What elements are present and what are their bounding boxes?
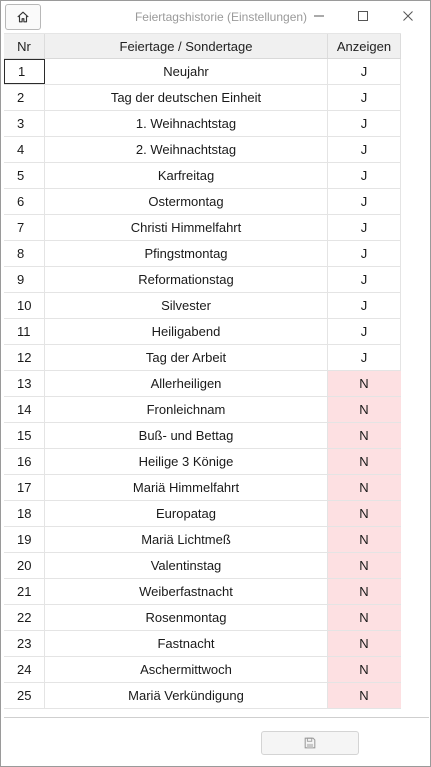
cell-nr[interactable]: 7 [4, 215, 45, 240]
save-icon [303, 736, 317, 750]
cell-name[interactable]: Heilige 3 Könige [45, 449, 328, 474]
table-row[interactable] [4, 85, 401, 111]
minimize-icon [313, 10, 325, 22]
column-header-name[interactable]: Feiertage / Sondertage [45, 34, 328, 58]
cell-name[interactable]: Tag der Arbeit [45, 345, 328, 370]
cell-name[interactable]: Reformationstag [45, 267, 328, 292]
cell-name[interactable]: 2. Weihnachtstag [45, 137, 328, 162]
cell-name[interactable]: Weiberfastnacht [45, 579, 328, 604]
cell-name[interactable]: Fronleichnam [45, 397, 328, 422]
table-row[interactable] [4, 163, 401, 189]
cell-show[interactable]: N [328, 423, 401, 448]
cell-show[interactable]: J [328, 241, 401, 266]
cell-nr[interactable]: 8 [4, 241, 45, 266]
cell-show[interactable]: J [328, 111, 401, 136]
table-body [4, 59, 401, 709]
table-row[interactable] [4, 241, 401, 267]
table-header [4, 33, 401, 59]
cell-show[interactable]: J [328, 59, 401, 84]
cell-name[interactable]: Mariä Himmelfahrt [45, 475, 328, 500]
cell-show[interactable]: J [328, 215, 401, 240]
cell-show[interactable]: N [328, 579, 401, 604]
table-row[interactable] [4, 527, 401, 553]
cell-show[interactable]: J [328, 85, 401, 110]
table-row[interactable] [4, 683, 401, 709]
table-row[interactable] [4, 423, 401, 449]
footer-divider [4, 717, 429, 718]
table-row[interactable] [4, 293, 401, 319]
cell-show[interactable]: J [328, 163, 401, 188]
cell-show[interactable]: N [328, 631, 401, 656]
table-row[interactable] [4, 319, 401, 345]
cell-show[interactable]: N [328, 527, 401, 552]
cell-nr[interactable]: 5 [4, 163, 45, 188]
cell-show[interactable]: N [328, 683, 401, 708]
minimize-button[interactable] [301, 5, 337, 27]
column-header-nr[interactable]: Nr [4, 34, 45, 58]
cell-show[interactable]: N [328, 449, 401, 474]
table-row[interactable] [4, 397, 401, 423]
cell-nr[interactable]: 21 [4, 579, 45, 604]
cell-nr[interactable]: 25 [4, 683, 45, 708]
cell-nr[interactable]: 17 [4, 475, 45, 500]
table-row[interactable] [4, 553, 401, 579]
cell-name[interactable]: Rosenmontag [45, 605, 328, 630]
cell-name[interactable]: Karfreitag [45, 163, 328, 188]
cell-name[interactable]: Mariä Verkündigung [45, 683, 328, 708]
title-bar [1, 1, 430, 33]
table-row[interactable] [4, 371, 401, 397]
cell-nr[interactable]: 19 [4, 527, 45, 552]
table-row[interactable] [4, 267, 401, 293]
cell-name[interactable]: Ostermontag [45, 189, 328, 214]
cell-nr[interactable]: 4 [4, 137, 45, 162]
cell-nr[interactable]: 16 [4, 449, 45, 474]
home-icon [16, 10, 30, 24]
cell-name[interactable]: Buß- und Bettag [45, 423, 328, 448]
cell-nr[interactable]: 20 [4, 553, 45, 578]
cell-nr[interactable]: 13 [4, 371, 45, 396]
cell-nr[interactable]: 18 [4, 501, 45, 526]
cell-show[interactable]: N [328, 605, 401, 630]
table-row[interactable] [4, 579, 401, 605]
cell-name[interactable]: Christi Himmelfahrt [45, 215, 328, 240]
cell-name[interactable]: Europatag [45, 501, 328, 526]
table-row[interactable] [4, 215, 401, 241]
cell-nr[interactable]: 10 [4, 293, 45, 318]
cell-show[interactable]: J [328, 345, 401, 370]
cell-nr[interactable]: 11 [4, 319, 45, 344]
cell-show[interactable]: N [328, 475, 401, 500]
cell-nr[interactable]: 24 [4, 657, 45, 682]
cell-name[interactable]: Valentinstag [45, 553, 328, 578]
cell-name[interactable]: Tag der deutschen Einheit [45, 85, 328, 110]
table-row[interactable] [4, 345, 401, 371]
table-row[interactable] [4, 475, 401, 501]
cell-show[interactable]: J [328, 137, 401, 162]
cell-name[interactable]: Mariä Lichtmeß [45, 527, 328, 552]
cell-name[interactable]: Aschermittwoch [45, 657, 328, 682]
close-icon [402, 10, 414, 22]
table-row[interactable] [4, 657, 401, 683]
cell-nr[interactable]: 6 [4, 189, 45, 214]
table-row[interactable] [4, 111, 401, 137]
home-button[interactable] [5, 4, 41, 30]
cell-name[interactable]: Heiligabend [45, 319, 328, 344]
cell-nr[interactable]: 2 [4, 85, 45, 110]
cell-name[interactable]: Silvester [45, 293, 328, 318]
table-row[interactable] [4, 605, 401, 631]
holiday-table [4, 33, 401, 709]
table-row[interactable] [4, 449, 401, 475]
cell-show[interactable]: N [328, 371, 401, 396]
cell-nr[interactable]: 9 [4, 267, 45, 292]
cell-show[interactable]: J [328, 267, 401, 292]
cell-show[interactable]: J [328, 293, 401, 318]
table-row[interactable] [4, 137, 401, 163]
cell-name[interactable]: Allerheiligen [45, 371, 328, 396]
cell-name[interactable]: Neujahr [45, 59, 328, 84]
save-button[interactable] [261, 731, 359, 755]
cell-show[interactable]: J [328, 319, 401, 344]
cell-name[interactable]: 1. Weihnachtstag [45, 111, 328, 136]
cell-name[interactable]: Fastnacht [45, 631, 328, 656]
maximize-icon [357, 10, 369, 22]
table-row[interactable] [4, 59, 401, 85]
window-title: Feiertagshistorie (Einstellungen) [134, 10, 308, 24]
cell-show[interactable]: J [328, 189, 401, 214]
cell-show[interactable]: N [328, 397, 401, 422]
cell-nr[interactable]: 12 [4, 345, 45, 370]
cell-nr[interactable]: 14 [4, 397, 45, 422]
cell-name[interactable]: Pfingstmontag [45, 241, 328, 266]
table-row[interactable] [4, 631, 401, 657]
cell-show[interactable]: N [328, 657, 401, 682]
cell-nr[interactable]: 3 [4, 111, 45, 136]
close-button[interactable] [390, 5, 426, 27]
cell-show[interactable]: N [328, 553, 401, 578]
cell-nr[interactable]: 22 [4, 605, 45, 630]
cell-nr[interactable]: 1 [4, 59, 45, 84]
table-row[interactable] [4, 189, 401, 215]
column-header-show[interactable]: Anzeigen [328, 34, 401, 58]
table-row[interactable] [4, 501, 401, 527]
cell-nr[interactable]: 23 [4, 631, 45, 656]
cell-show[interactable]: N [328, 501, 401, 526]
maximize-button[interactable] [345, 5, 381, 27]
cell-nr[interactable]: 15 [4, 423, 45, 448]
